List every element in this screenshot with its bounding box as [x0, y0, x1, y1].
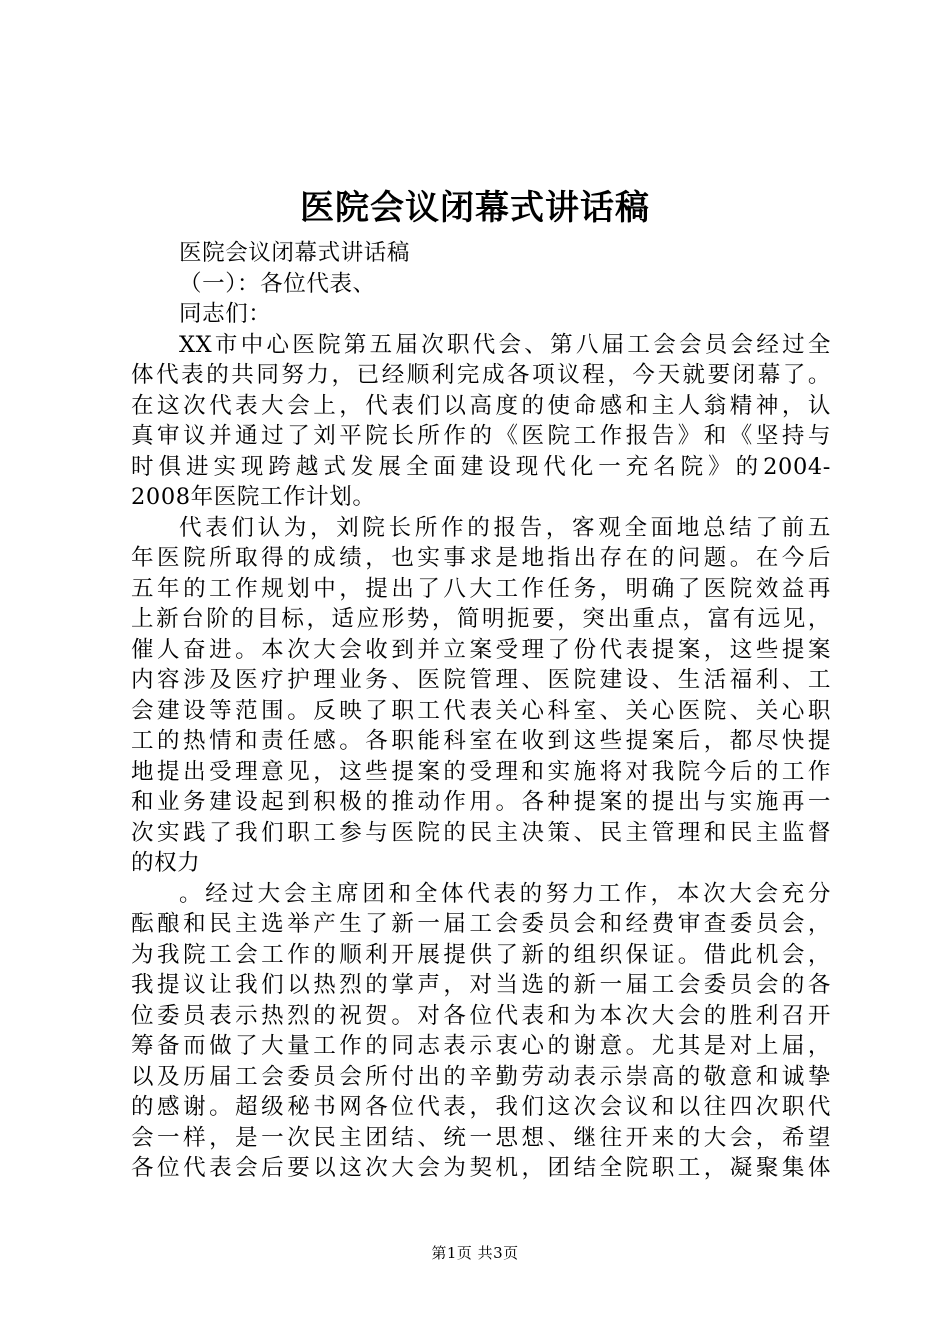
document-title: 医院会议闭幕式讲话稿: [300, 188, 650, 228]
text-line: 会一样，是一次民主团结、统一思想、继往开来的大会，希望: [131, 1124, 831, 1151]
text-line: 和业务建设起到积极的推动作用。各种提案的提出与实施再一: [131, 789, 831, 815]
text-line: 在这次代表大会上，代表们以高度的使命感和主人翁精神，认: [131, 392, 831, 419]
text-line: 酝酿和民主选举产生了新一届工会委员会和经费审查委员会，: [131, 911, 831, 937]
text-line: 内容涉及医疗护理业务、医院管理、医院建设、生活福利、工: [131, 667, 831, 693]
text-line: 同志们：: [179, 301, 272, 327]
text-line: 2008年医院工作计划。: [131, 484, 376, 510]
text-line: 上新台阶的目标，适应形势，简明扼要，突出重点，富有远见，: [131, 606, 831, 632]
text-line: 的感谢。超级秘书网各位代表，我们这次会议和以往四次职代: [131, 1094, 831, 1120]
text-line: 时俱进实现跨越式发展全面建设现代化一充名院》的2004-: [131, 453, 831, 480]
text-line: 五年的工作规划中，提出了八大工作任务，明确了医院效益再: [131, 575, 831, 602]
text-line: 位委员表示热烈的祝贺。对各位代表和为本次大会的胜利召开: [131, 1002, 831, 1029]
text-line: 筹备而做了大量工作的同志表示衷心的谢意。尤其是对上届，: [131, 1033, 831, 1059]
text-line: 各位代表会后要以这次大会为契机，团结全院职工，凝聚集体: [131, 1155, 831, 1181]
text-line: 我提议让我们以热烈的掌声，对当选的新一届工会委员会的各: [131, 972, 831, 998]
text-line: 的权力: [131, 850, 201, 876]
text-line: XX市中心医院第五届次职代会、第八届工会会员会经过全: [179, 331, 831, 358]
text-line: 年医院所取得的成绩，也实事求是地指出存在的问题。在今后: [131, 545, 831, 571]
text-line: 会建设等范围。反映了职工代表关心科室、关心医院、关心职: [131, 697, 831, 724]
text-line: 代表们认为，刘院长所作的报告，客观全面地总结了前五: [179, 514, 831, 541]
text-line: 医院会议闭幕式讲话稿: [179, 240, 411, 266]
text-line: 地提出受理意见，这些提案的受理和实施将对我院今后的工作: [131, 758, 831, 785]
document-body: [131, 238, 831, 1184]
text-line: 体代表的共同努力，已经顺利完成各项议程，今天就要闭幕了。: [131, 362, 831, 388]
text-line: 催人奋进。本次大会收到并立案受理了份代表提案，这些提案: [131, 636, 831, 663]
text-line: （一）：各位代表、: [179, 270, 376, 297]
text-line: 次实践了我们职工参与医院的民主决策、民主管理和民主监督: [131, 819, 831, 846]
text-line: 工的热情和责任感。各职能科室在收到这些提案后，都尽快提: [131, 728, 831, 754]
text-line: 为我院工会工作的顺利开展提供了新的组织保证。借此机会，: [131, 941, 831, 968]
text-line: 真审议并通过了刘平院长所作的《医院工作报告》和《坚持与: [131, 423, 831, 449]
page-footer: 第1页 共3页: [431, 1244, 519, 1262]
text-line: 。经过大会主席团和全体代表的努力工作，本次大会充分: [179, 880, 831, 907]
text-line: 以及历届工会委员会所付出的辛勤劳动表示崇高的敬意和诚挚: [131, 1063, 831, 1090]
